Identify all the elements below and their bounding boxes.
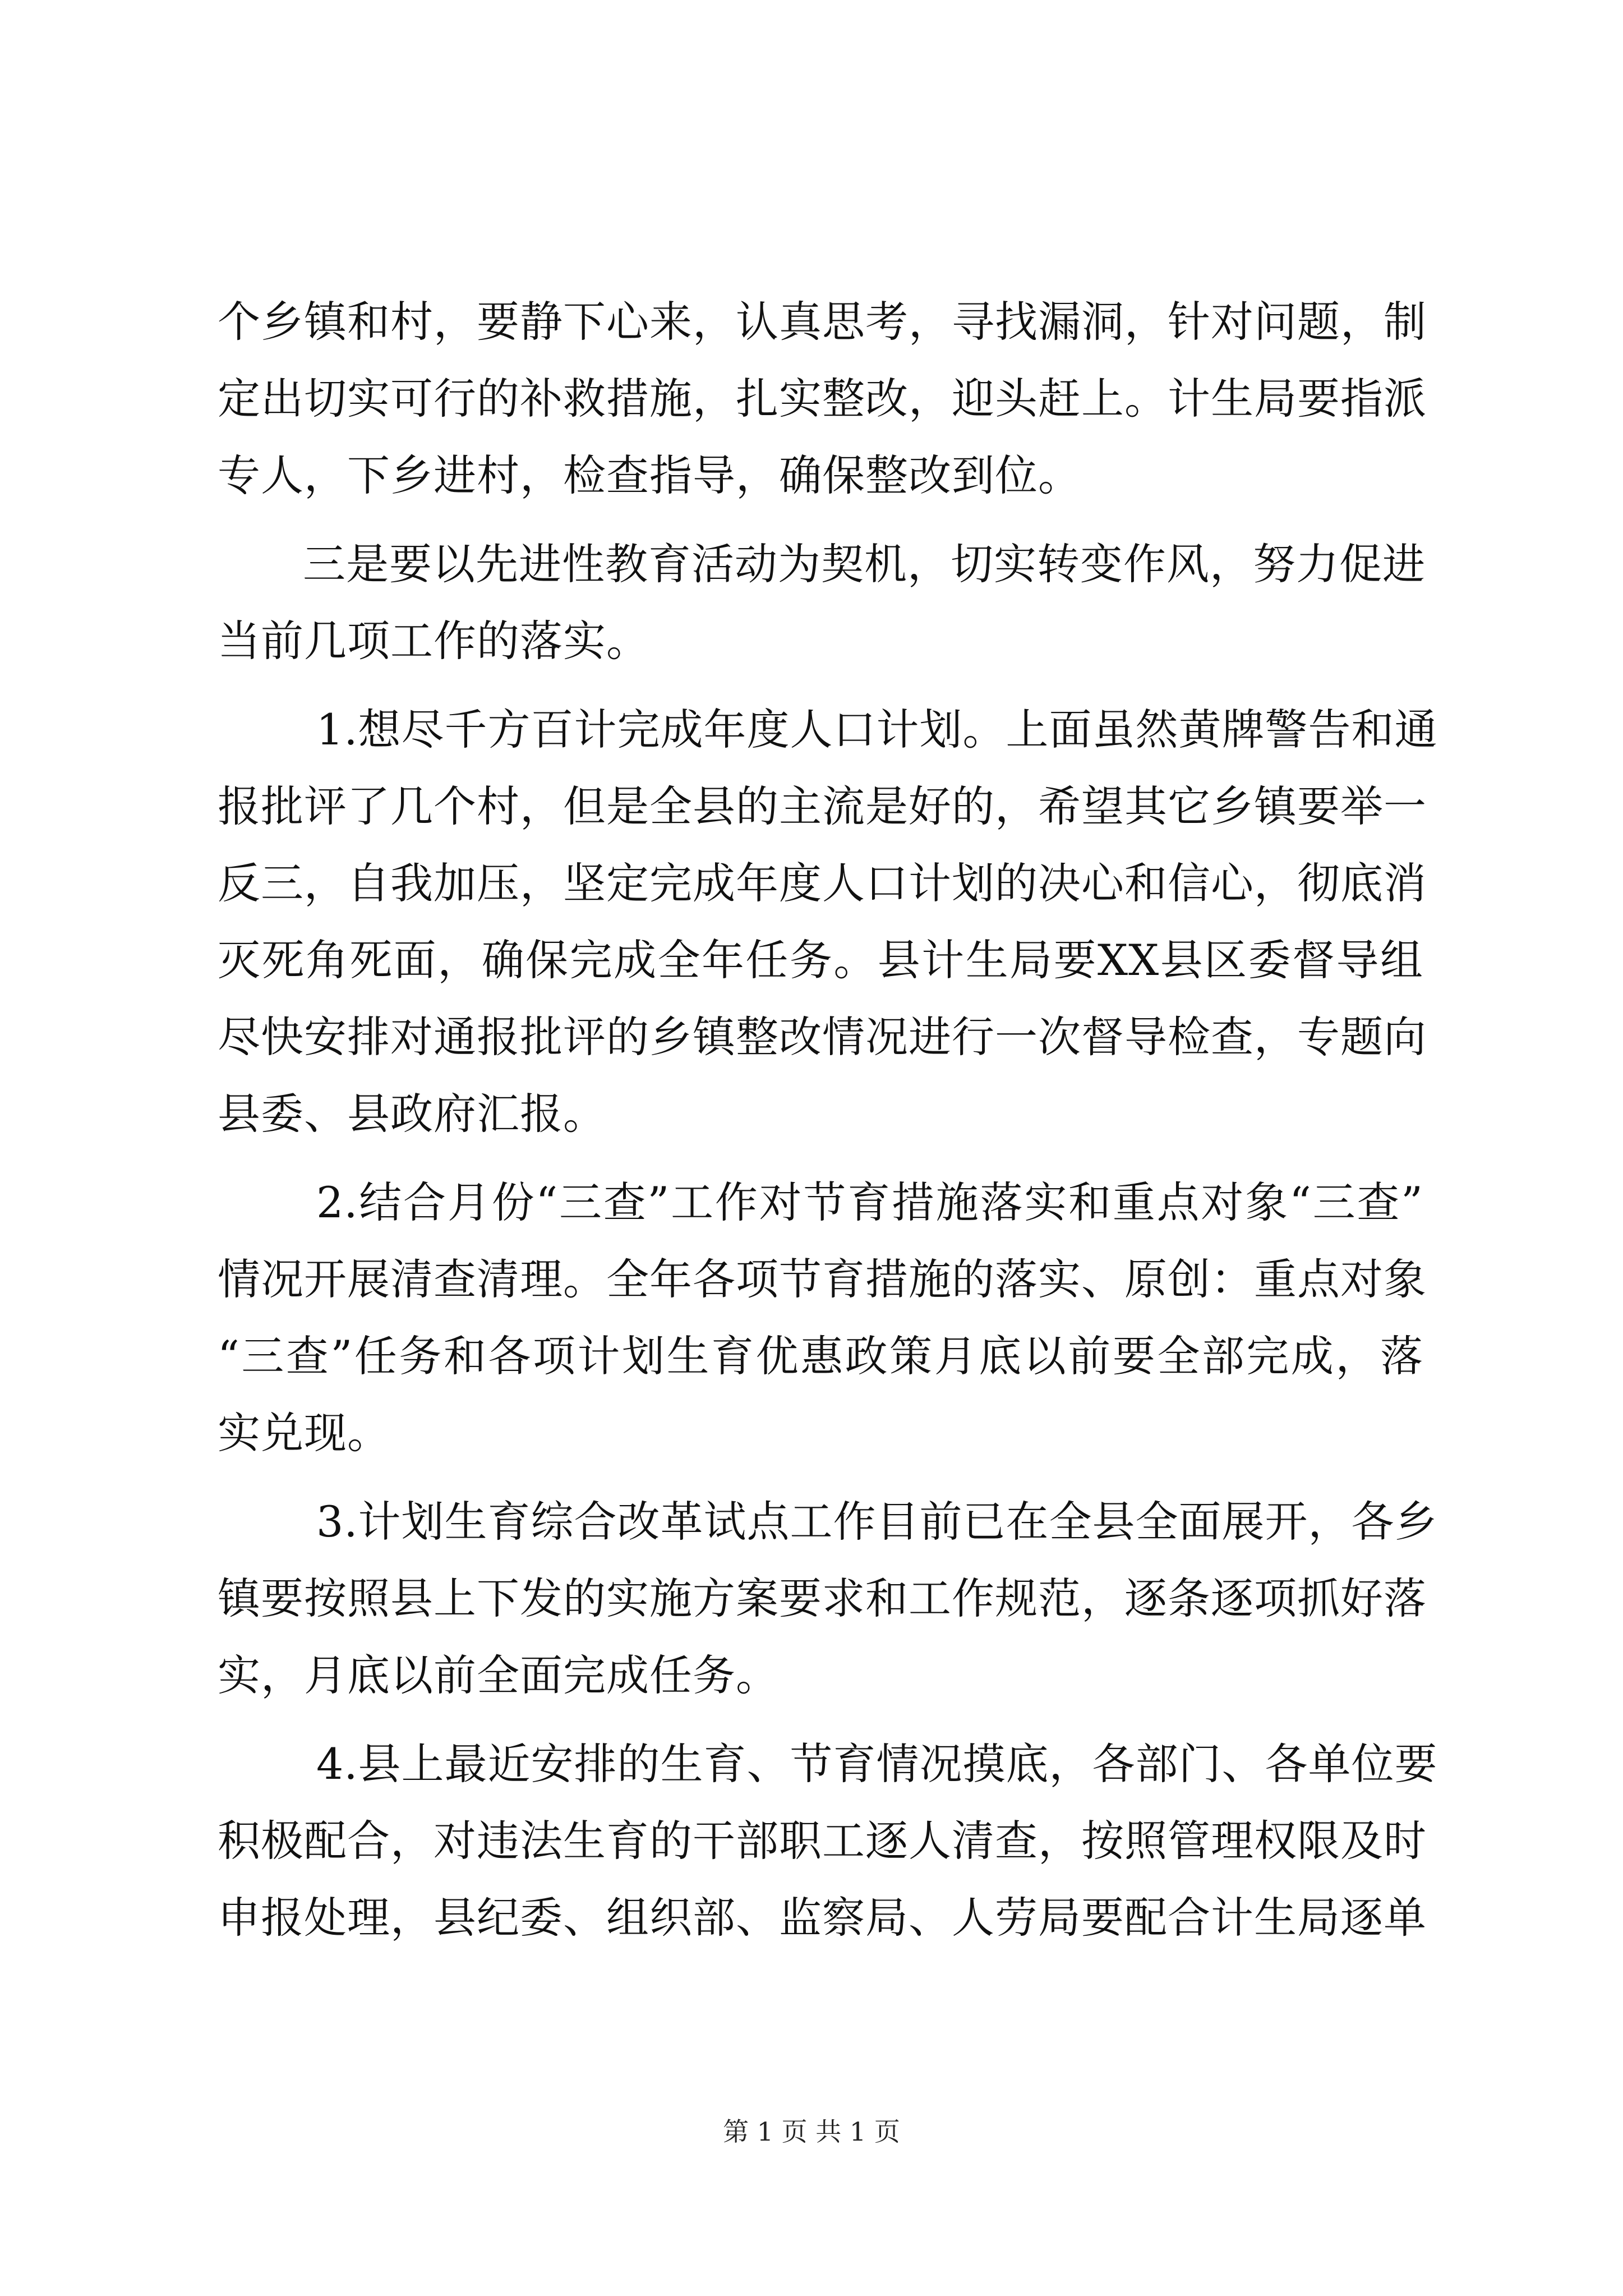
text-line: 灭死角死面，确保完成全年任务。县计生局要XX县区委督导组 [218, 935, 1423, 985]
text-line: 县委、县政府汇报。 [218, 1089, 606, 1139]
text-line: 4.县上最近安排的生育、节育情况摸底，各部门、各单位要 [316, 1739, 1438, 1789]
text-line: 实兑现。 [218, 1408, 390, 1458]
text-line: 当前几项工作的落实。 [218, 616, 649, 666]
page-footer: 第 1 页 共 1 页 [723, 2116, 900, 2147]
text-line: 申报处理，县纪委、组织部、监察局、人劳局要配合计生局逐单 [218, 1893, 1427, 1943]
text-line: 报批评了几个村，但是全县的主流是好的，希望其它乡镇要举一 [218, 781, 1427, 831]
text-line: 3.计划生育综合改革试点工作目前已在全县全面展开，各乡 [316, 1497, 1438, 1547]
text-line: 个乡镇和村，要静下心来，认真思考，寻找漏洞，针对问题，制 [218, 297, 1427, 347]
text-line: 定出切实可行的补救措施，扎实整改，迎头赶上。计生局要指派 [218, 374, 1427, 424]
text-line: 情况开展清查清理。全年各项节育措施的落实、原创：重点对象 [218, 1254, 1427, 1304]
text-line: “三查”任务和各项计划生育优惠政策月底以前要全部完成，落 [218, 1331, 1423, 1381]
document-body [218, 283, 1438, 1956]
text-line: 2.结合月份“三查”工作对节育措施落实和重点对象“三查” [316, 1177, 1423, 1227]
text-line: 三是要以先进性教育活动为契机，切实转变作风，努力促进 [303, 539, 1426, 589]
text-line: 专人，下乡进村，检查指导，确保整改到位。 [218, 450, 1081, 500]
text-line: 1.想尽千方百计完成年度人口计划。上面虽然黄牌警告和通 [316, 705, 1438, 754]
text-line: 积极配合，对违法生育的干部职工逐人清查，按照管理权限及时 [218, 1816, 1427, 1866]
text-line: 尽快安排对通报批评的乡镇整改情况进行一次督导检查，专题向 [218, 1012, 1427, 1062]
text-line: 实，月底以前全面完成任务。 [218, 1650, 779, 1700]
text-line: 镇要按照县上下发的实施方案要求和工作规范，逐条逐项抓好落 [218, 1573, 1427, 1623]
text-line: 反三，自我加压，坚定完成年度人口计划的决心和信心，彻底消 [218, 858, 1427, 908]
